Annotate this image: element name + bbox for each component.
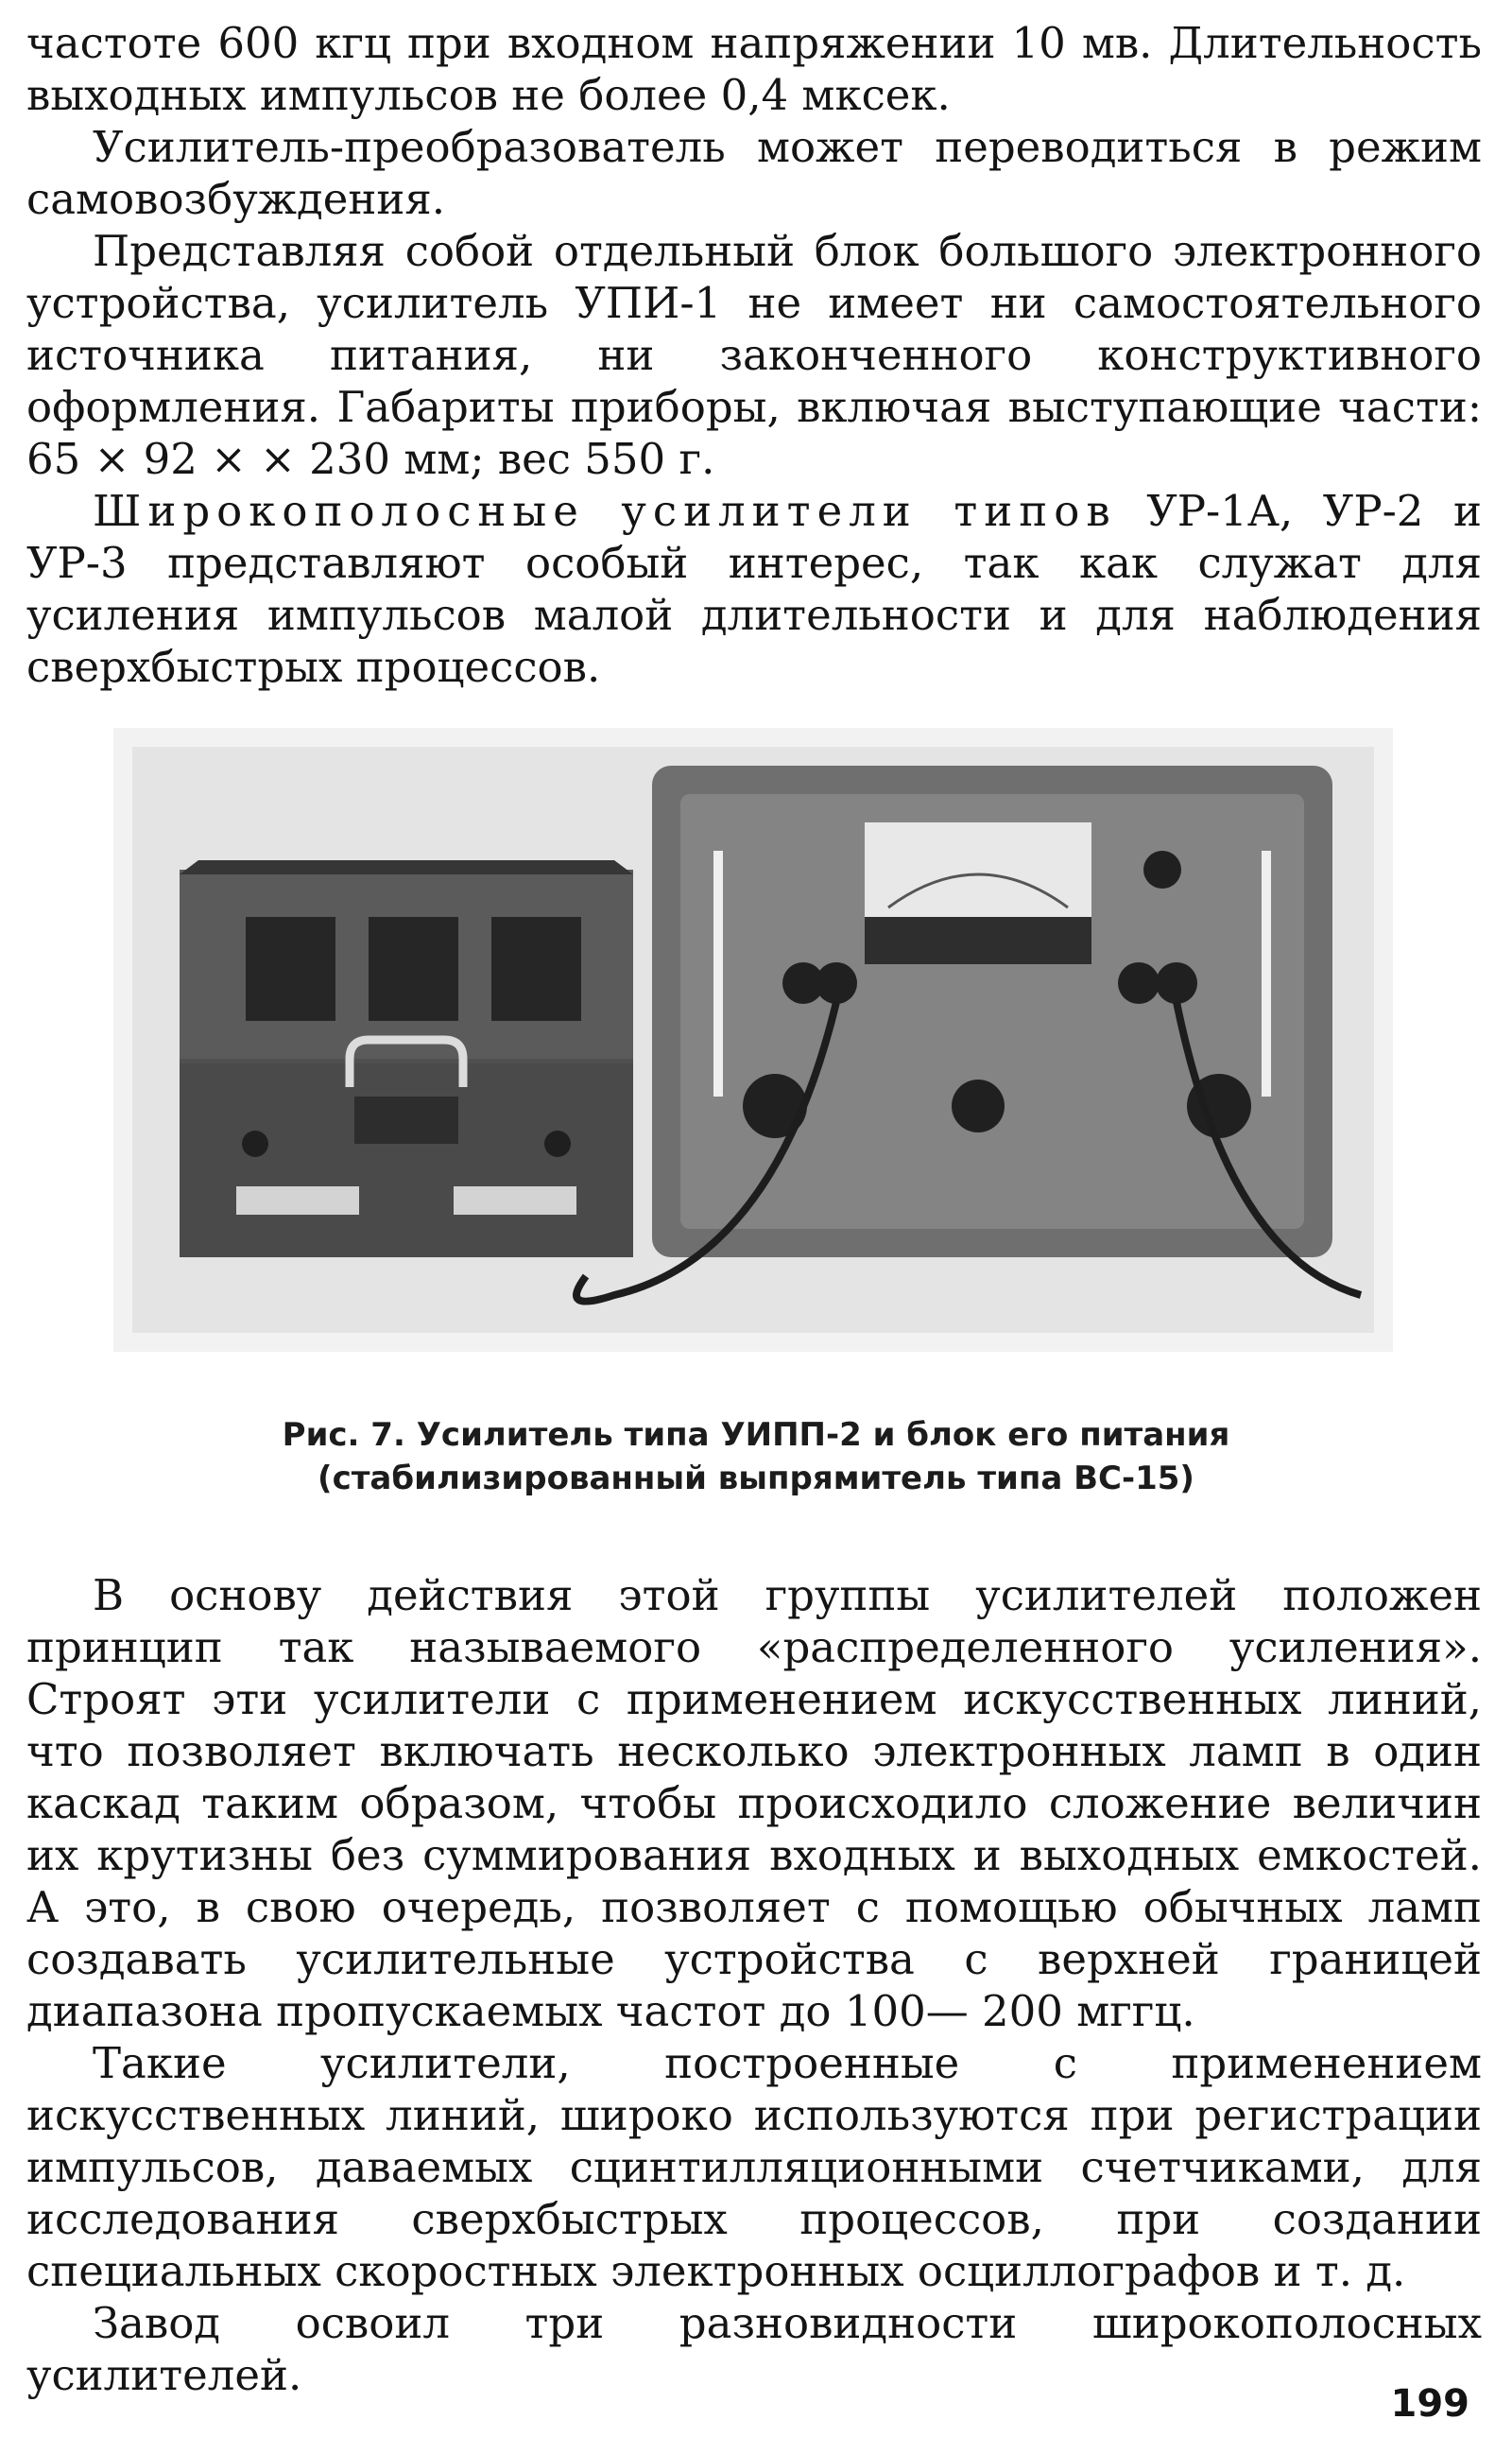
paragraph-wideband [26,485,1482,693]
page-number: 199 [1390,2382,1469,2426]
amplifier-photo [113,728,1393,1352]
paragraph-continuation: частоте 600 кгц при входном напряжении 10 мв. Длительность выходных импульсов не более 0,4 мксек. [26,18,1482,120]
figure-caption: Рис. 7. Усилитель типа УИПП-2 и блок его питания (стабилизированный выпрямитель типа ВС-15) [282,1416,1230,1497]
power-supply-unit [180,860,633,1257]
paragraph-factory: Завод освоил три разновидности широкополосных усилителей. [26,2298,1482,2400]
paragraph-converter: Усилитель-преобразователь может переводиться в режим самовозбуждения. [26,122,1482,224]
paragraph-distributed-amplification: В основу действия этой группы усилителей положен принцип так называемого «распределенного усиления». Строят эти усилители с применением искусственных линий, что позволяет включать несколько электронных ламп в один каскад таким образом, чтобы происходило сложение величин их крутизны без суммирования входных и выходных емкостей. А это, в свою очередь, позволяет с помощью обычных ламп создавать усилительные устройства с верхней границей диапазона пропускаемых частот до 100— 200 мггц. [26,1570,1482,2036]
paragraph-usage: Такие усилители, построенные с применением искусственных линий, широко используются при регистрации импульсов, даваемых сцинтилляционными счетчиками, для исследования сверхбыстрых процессов, при создании специальных скоростных электронных осциллографов и т. д. [26,2038,1482,2296]
paragraph-wideband-rest: УР-1А, УР-2 и УР-3 представляют особый интерес, так как служат для усиления импульсов малой длительности и для наблюдения сверхбыстрых процессов. [26,486,1482,692]
paragraph-upi1: Представляя собой отдельный блок большого электронного устройства, усилитель УПИ-1 не имеет ни самостоятельного источника питания, ни законченного конструктивного оформления. Габариты приборы, включая выступающие части: 65 × 92 × × 230 мм; вес 550 г. [26,226,1482,484]
bottom-text [26,1569,1482,2401]
top-text [26,17,1482,693]
spaced-heading-text: Широкополосные усилители типов [93,486,1117,536]
amplifier-unit [576,766,1361,1302]
